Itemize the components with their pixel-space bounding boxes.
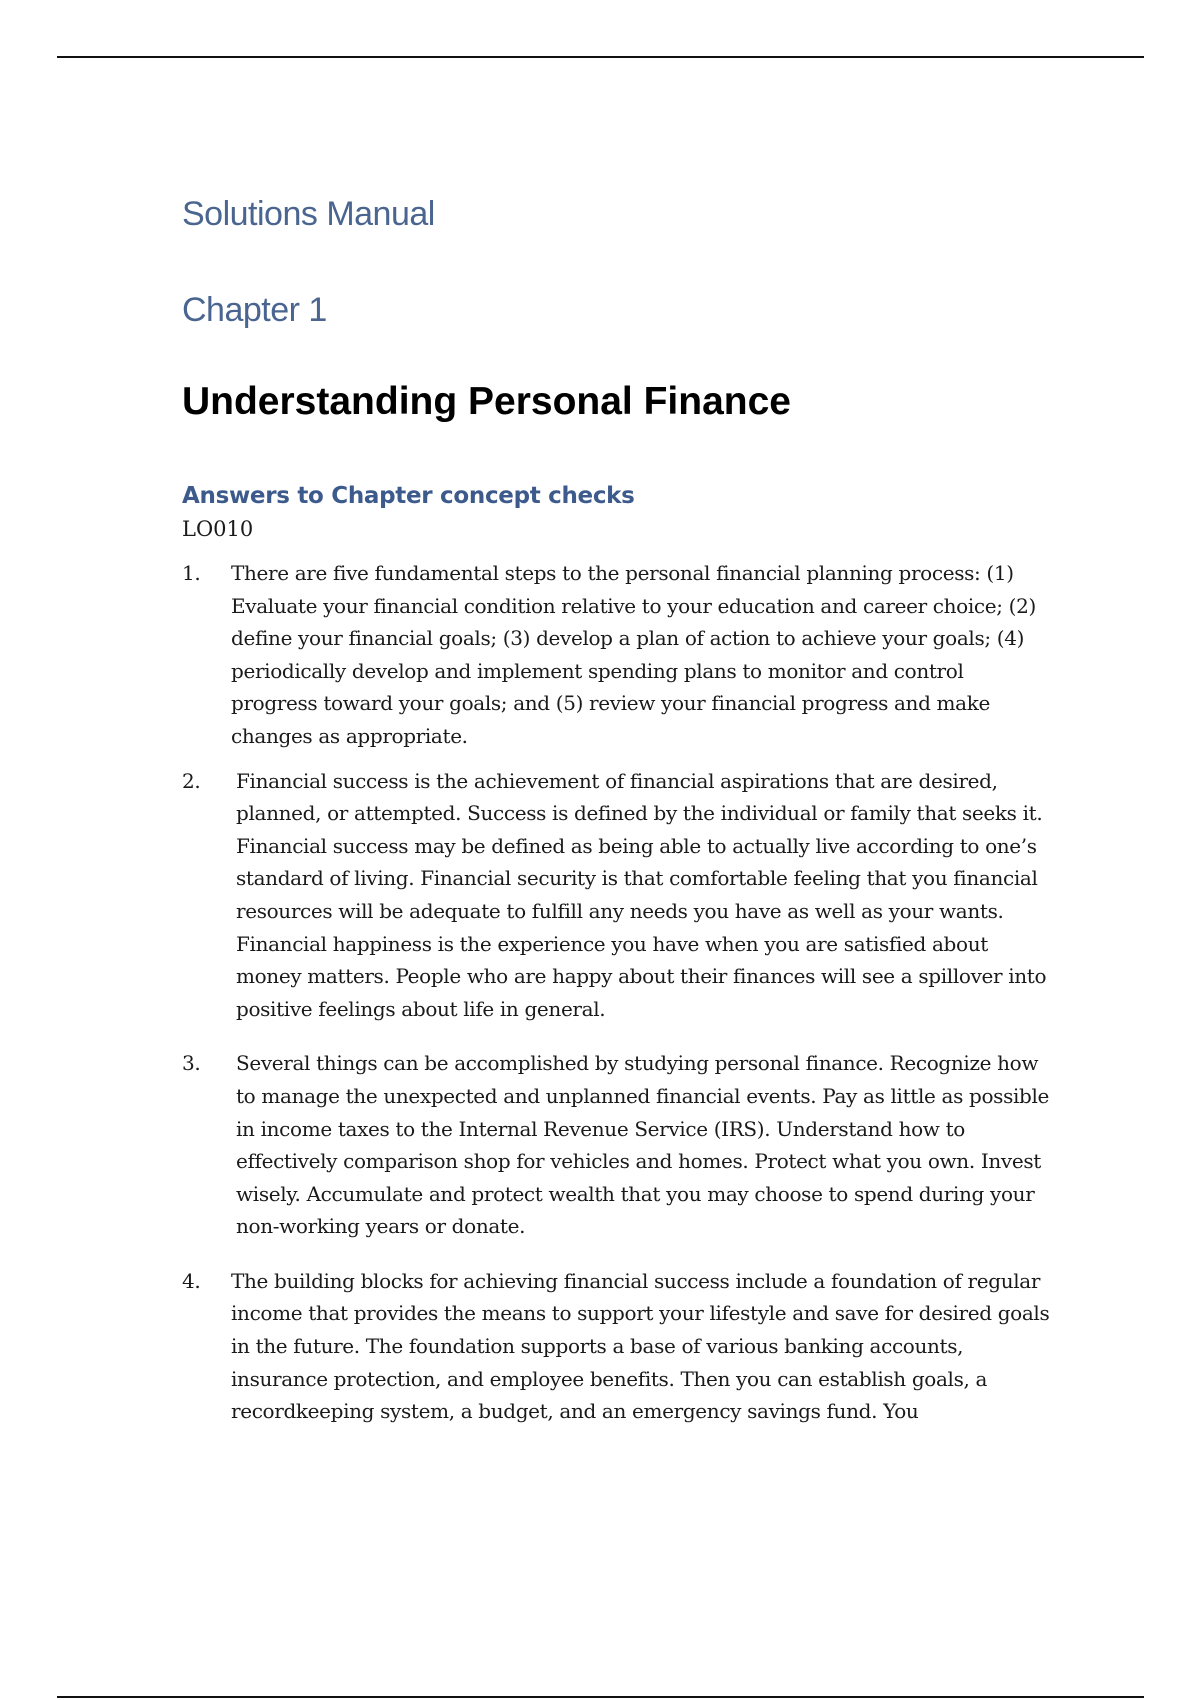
answer-text: Several things can be accomplished by studying personal finance. Recognize how to manage the unexpected and unplanned financial events. Pay as little as possible in income taxes to the Internal Revenue Service (IRS). Understand how to effectively comparison shop for vehicles and homes. Protect what you own. Invest wisely. Accumulate and protect wealth that you may choose to spend during your non-working years or donate. [236,1051,1050,1239]
answer-number: 4. [182,1268,201,1293]
answer-text: The building blocks for achieving financial success include a foundation of regular income that provides the means to support your lifestyle and save for desired goals in the future. The foundation supports a base of various banking accounts, insurance protection, and employee benefits. Then you can establish goals, a recordkeeping system, a budget, and an emergency savings fund. You [231,1268,1050,1424]
answer-item [182,1265,1052,1428]
learning-objective-code: LO010 [182,517,254,541]
answer-item [182,557,1052,753]
page-title: Understanding Personal Finance [182,380,791,423]
answer-number: 2. [182,768,201,793]
answer-number: 1. [182,561,201,585]
answer-list [182,557,1052,1428]
answer-text: Financial success is the achievement of financial aspirations that are desired, planned, or attempted. Success is defined by the individual or family that seeks it. Financial success may be defined as being able to actually live according to one’s standard of living. Financial security is that comfortable feeling that you financial resources will be adequate to fulfill any needs you have as well as your wants. Financial happiness is the experience you have when you are satisfied about money matters. People who are happy about their finances will see a spillover into positive feelings about life in general. [236,768,1047,1021]
answer-item [182,765,1052,1026]
bottom-rule [57,1696,1144,1698]
answer-text: There are five fundamental steps to the personal financial planning process: (1) Evaluate your financial condition relative to your education and career choice; (2) define your financial goals; (3) develop a plan of action to achieve your goals; (4) periodically develop and implement spending plans to monitor and control progress toward your goals; and (5) review your financial progress and make changes as appropriate. [231,561,1036,748]
top-rule [57,56,1144,58]
section-heading: Answers to Chapter concept checks [182,483,635,509]
solutions-manual-label: Solutions Manual [182,195,435,233]
answer-item [182,1047,1052,1243]
chapter-label: Chapter 1 [182,291,327,329]
page-content [182,190,1052,1440]
answer-number: 3. [182,1051,201,1076]
